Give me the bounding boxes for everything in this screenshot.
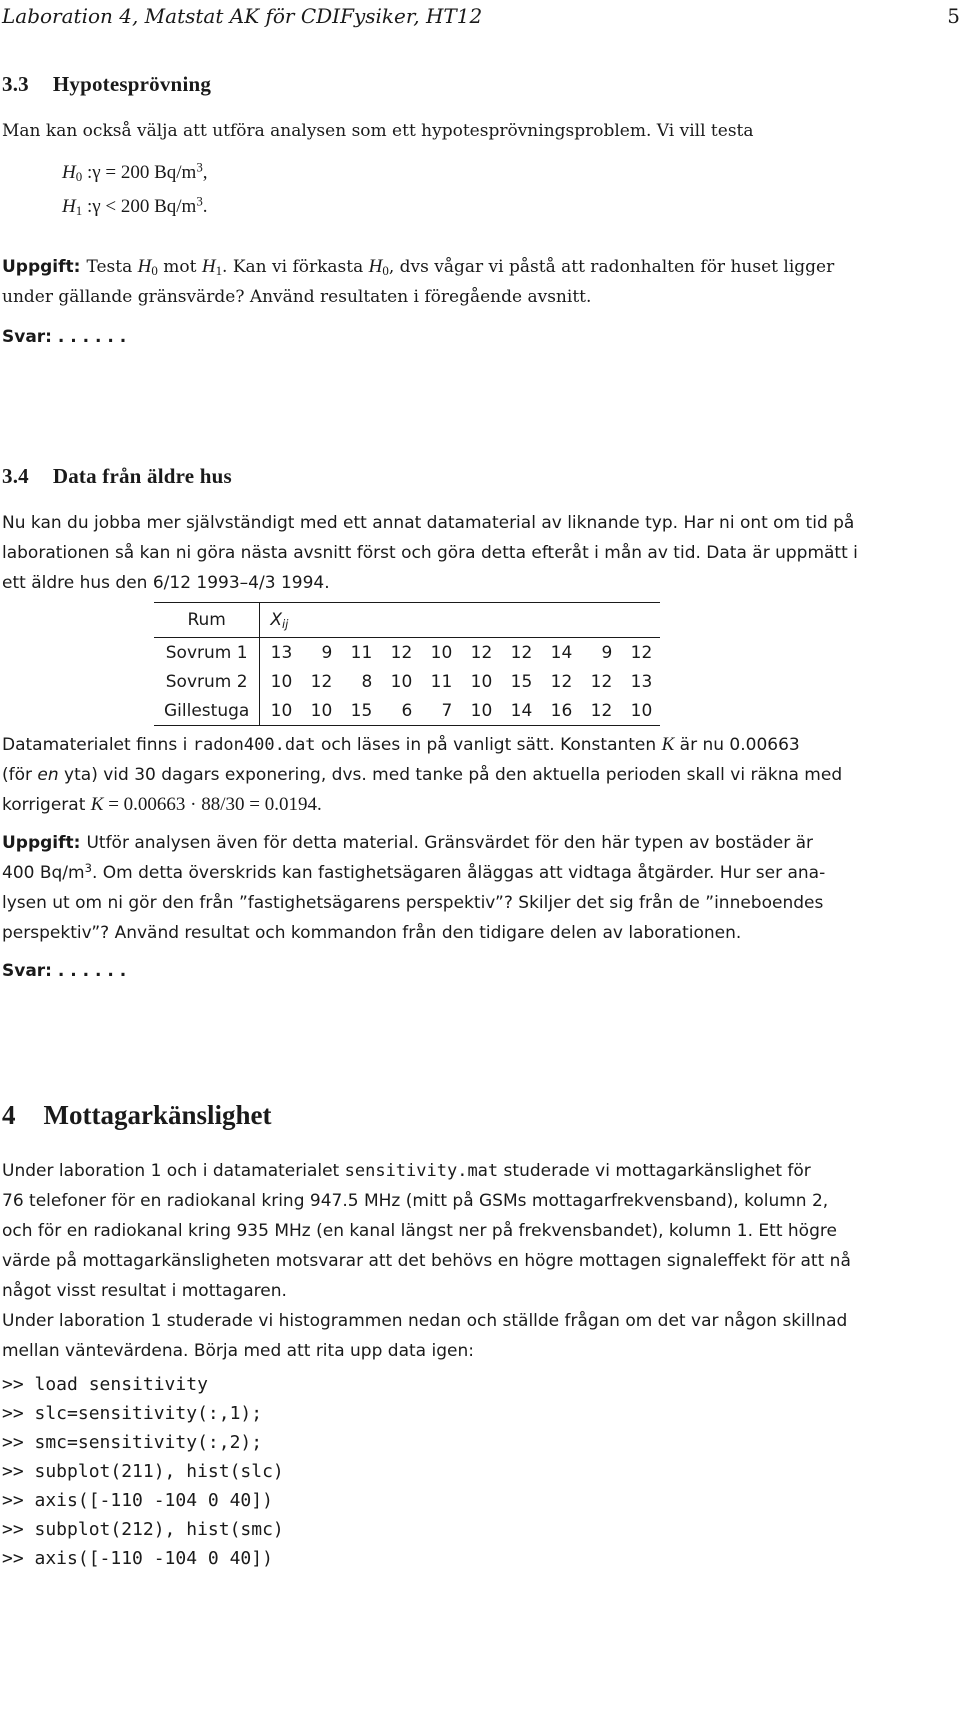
table-cell-value: 15: [510, 671, 533, 692]
hypothesis-intro: Man kan också välja att utföra analysen som ett hypotesprövningsproblem. Vi vill testa: [2, 121, 754, 141]
task-3-3-line-1: Uppgift: Testa $H_0$ mot $H_1$. Kan vi förkasta $H_0$, dvs vågar vi påstå att radonhalten för huset ligger: [2, 256, 835, 279]
table-cell-value: 8: [361, 671, 373, 692]
para-3-4-line-1: Nu kan du jobba mer självständigt med ett annat datamaterial av liknande typ. Har ni ont om tid på: [2, 513, 855, 533]
matlab-code-block: [2, 1370, 960, 1573]
table-cell-value: 10: [430, 642, 453, 663]
hypothesis-h0: $H_0$ :γ = 200 $Bq/m^3$,: [62, 159, 208, 185]
para-4-line-2: 76 telefoner för en radiokanal kring 947.5 MHz (mitt på GSMs mottagarfrekvensband), kolumn 2,: [2, 1191, 829, 1211]
table-cell-value: 11: [430, 671, 453, 692]
table-cell-value: 10: [310, 700, 333, 721]
para-4-line-7: mellan väntevärdena. Börja med att rita upp data igen:: [2, 1341, 474, 1361]
table-cell-value: 7: [441, 700, 453, 721]
table-cell-value: 10: [630, 700, 653, 721]
running-header: [2, 4, 960, 36]
code-line: >> smc=sensitivity(:,2);: [2, 1432, 263, 1453]
table-cell-value: 12: [590, 700, 613, 721]
table-cell-room: Sovrum 1: [154, 638, 260, 668]
file-name-radon400: radon400.dat: [192, 735, 316, 755]
table-cell-room: Gillestuga: [154, 696, 260, 726]
task-3-4-line-3: lysen ut om ni gör den från ”fastighetsägarens perspektiv”? Skiljer det sig från de ”inneboendes: [2, 893, 824, 913]
section-heading-4: 4 Mottagarkänslighet: [2, 1100, 272, 1130]
hypothesis-h1: $H_1$ :γ < 200 $Bq/m^3$.: [62, 193, 208, 219]
code-line: >> slc=sensitivity(:,1);: [2, 1403, 263, 1424]
task-3-4-line-2: 400 $Bq/m^3$. Om detta överskrids kan fastighetsägaren åläggas att vidtaga åtgärder. Hur ser ana-: [2, 861, 826, 883]
para-3-4-line-2: laborationen så kan ni göra nästa avsnitt först och göra detta efteråt i mån av tid. Data är uppmätt i: [2, 543, 858, 563]
table-cell-value: 10: [470, 700, 493, 721]
table-cell-value: 10: [270, 700, 293, 721]
task-3-4-line-4: perspektiv”? Använd resultat och kommandon från den tidigare delen av laborationen.: [2, 923, 742, 943]
para-3-4-after-line-3: korrigerat K = 0.00663 · 88/30 = 0.0194.: [2, 794, 322, 815]
table-cell-value: 13: [270, 642, 293, 663]
table-cell-room: Sovrum 2: [154, 667, 260, 696]
para-3-4-line-3: ett äldre hus den 6/12 1993–4/3 1994.: [2, 573, 330, 593]
file-name-sensitivity: sensitivity.mat: [344, 1161, 499, 1181]
para-4-line-4: värde på mottagarkänsligheten motsvarar att det behövs en högre mottagen signaleffekt för att nå: [2, 1251, 851, 1271]
table-cell-value: 12: [550, 671, 573, 692]
table-cell-value: 12: [630, 642, 653, 663]
para-4-line-1: Under laboration 1 och i datamaterialet sensitivity.mat studerade vi mottagarkänslighet för: [2, 1161, 811, 1181]
task-3-4-line-1: Uppgift: Utför analysen även för detta material. Gränsvärdet för den här typen av bostäder är: [2, 833, 814, 853]
running-title: Laboration 4, Matstat AK för CDIFysiker, HT12: [2, 4, 483, 28]
section-heading-3-4: 3.4 Data från äldre hus: [2, 464, 232, 488]
table-cell-value: 12: [390, 642, 413, 663]
table-cell-value: 9: [601, 642, 613, 663]
para-3-4-after-line-1: Datamaterialet finns i radon400.dat och läses in på vanligt sätt. Konstanten K är nu 0.00663: [2, 734, 800, 755]
table-cell-value: 10: [390, 671, 413, 692]
table-cell-value: 9: [321, 642, 333, 663]
para-3-4-after-line-2: (för en yta) vid 30 dagars exponering, dvs. med tanke på den aktuella perioden skall vi räkna med: [2, 765, 843, 785]
table-header-row: [154, 603, 660, 638]
column-header-room: Rum: [154, 603, 260, 638]
table-cell-value: 11: [350, 642, 373, 663]
table-cell-value: 16: [550, 700, 573, 721]
table-row: [154, 638, 660, 668]
table-cell-value: 15: [350, 700, 373, 721]
table-cell-value: 6: [401, 700, 413, 721]
para-4-line-6: Under laboration 1 studerade vi histogrammen nedan och ställde frågan om det var någon skillnad: [2, 1311, 848, 1331]
table-cell-value: 12: [470, 642, 493, 663]
page-number: 5: [947, 4, 960, 28]
table-cell-value: 10: [270, 671, 293, 692]
answer-3-3: Svar: . . . . . .: [2, 327, 127, 347]
code-line: >> load sensitivity: [2, 1374, 208, 1395]
table-cell-value: 10: [470, 671, 493, 692]
table-cell-value: 13: [630, 671, 653, 692]
table-cell-value: 14: [550, 642, 573, 663]
code-line: >> axis([-110 -104 0 40]): [2, 1490, 273, 1511]
para-4-line-5: något visst resultat i mottagaren.: [2, 1281, 287, 1301]
radon-data-table: [154, 602, 660, 726]
table-cell-value: 12: [510, 642, 533, 663]
table-cell-value: 14: [510, 700, 533, 721]
code-line: >> subplot(211), hist(slc): [2, 1461, 284, 1482]
task-3-3-line-2: under gällande gränsvärde? Använd resultaten i föregående avsnitt.: [2, 287, 592, 307]
answer-3-4: Svar: . . . . . .: [2, 961, 127, 981]
section-heading-3-3: 3.3 Hypotesprövning: [2, 72, 212, 96]
table-row: [154, 696, 660, 726]
table-cell-value: 12: [310, 671, 333, 692]
code-line: >> axis([-110 -104 0 40]): [2, 1548, 273, 1569]
table-row: [154, 667, 660, 696]
code-line: >> subplot(212), hist(smc): [2, 1519, 284, 1540]
para-4-line-3: och för en radiokanal kring 935 MHz (en kanal längst ner på frekvensbandet), kolumn 1. Ett högre: [2, 1221, 837, 1241]
table-cell-value: 12: [590, 671, 613, 692]
column-header-x: $X_{ij}$: [260, 603, 661, 638]
